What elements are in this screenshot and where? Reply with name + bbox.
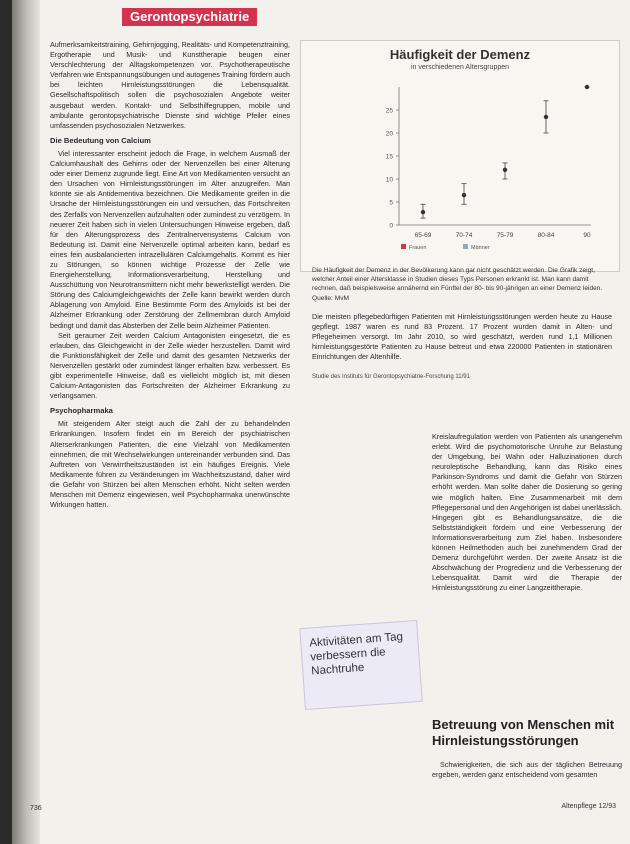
callout-line-3: Nachtruhe	[310, 661, 365, 678]
statistics-source: Studie des Instituts für Gerontopsychiatrie-Forschung 11/91	[312, 374, 470, 380]
paragraph-intro: Aufmerksamkeitstraining, Gehirnjogging, Realitäts- und Kompetenztraining, Ergotherapie und Musik- und Kunsttherapie beugen einer Verschlechterung der Alltagskompetenzen vor. Psychotherapeutische Verfahren wie Entspannungsübungen und autogenes Training fördern auch bei leichten Hirnleistungsstörungen die Lebensqualität. Gesellschaftspolitisch sollen die psychosozialen Angebote weiter ausgebaut werden. Kontakt- und Selbsthilfegruppen, mobile und ambulante gerontopsychiatrische Dienste sind wichtige Pfeiler eines umfassenden psychosozialen Netzwerkes.	[50, 40, 290, 130]
x-tick-label: 90	[583, 232, 591, 239]
paragraph-right: Kreislaufregulation werden von Patienten als unangenehm erlebt. Wird die psychomotorische Unruhe zur Belastung der Umgebung, bei Wahn oder Halluzinationen durch neuroleptische Behandlung, kann das Risiko eines Parkinson-Syndroms und damit die Gefahr von Stürzen erhöht werden. Man sollte daher die Dosierung so gering wie möglich halten. Eine Zusammenarbeit mit dem Pflegepersonal und den Angehörigen ist dabei unerlässlich. Hingegen gibt es Behandlungsansätze, die die Selbstständigkeit fördern und eine Verbesserung der Informationsverarbeitung zum Ziel haben. Insbesondere können Heilmethoden auch bei zunehmendem Grad der Demenz durchgeführt werden. Der zweite Ansatz ist die Abschwächung der Progredienz und die Verbesserung der Lebensqualität. Damit wird die Therapie der Hirnleistungsstörung zu einer Langzeittherapie.	[432, 432, 622, 593]
paragraph-calcium-1: Viel interessanter erscheint jedoch die Frage, in welchem Ausmaß der Calciumhaushalt des Gehirns oder der Nervenzellen bei einer Alterung oder einer Demenz zugrunde liegt. Eine Art von Medikamenten versucht an den Ursachen von Hirnleistungsstörungen im Alter anzugreifen. Man könnte sie als Antidementiva bezeichnen. Die Medikamente greifen in die Ursache der Hirnleistungsstörungen ein und versuchen, das Fortschreiten des Zerfalls von Nervenzellen aufzuhalten oder zumindest zu verzögern. In neuerer Zeit haben sich in vielen Untersuchungen Hinweise ergeben, daß für den Alterungsprozess des Zentralnervensystems Calcium von Bedeutung ist. Damit eine Nervenzelle optimal arbeiten kann, bedarf es eines fein ausbalancierten intrazellulären Calciumgehalts. Kommt es hier zu Störungen, so können wichtige Prozesse der Zelle wie Energieherstellung, Informationsverarbeitung, Herstellung und Ausschüttung von Neurotransmittern nicht mehr bewerkstelligt werden. Die Störung des Calciumgleichgewichts der Zelle kann bewirkt werden durch Ablagerung von Amyloid. Eine Bestimmte Form des Amyloids ist bei der Alzheimer Erkrankung oder Zerstörung der Zellmembran durch Amyloid bedingt und damit das Absterben der Zelle beim Alzheimer Patienten.	[50, 148, 290, 330]
data-point	[585, 85, 589, 89]
care-statistics-text: Die meisten pflegebedürftigen Patienten mit Hirnleistungsstörungen werden heute zu Hause gepflegt. 1987 waren es rund 83 Prozent. 17 Prozent wurden damit in Alten- und Pflegeheimen versorgt. Im Jahr 2010, so wird geschätzt, werden rund 1,1 Millionen hirnleistungsgestörte Patienten zu Hause betreut und etwa 220000 Patienten in stationären Einrichtungen der Altenhilfe.	[312, 312, 612, 362]
chart-box	[300, 40, 620, 272]
y-tick-label: 25	[385, 107, 393, 115]
y-tick-label: 10	[385, 176, 393, 184]
paragraph-psychopharmaka: Mit steigendem Alter steigt auch die Zahl der zu behandelnden Erkrankungen. Insofern findet ein im Bereich der psychiatrischen Alterserkrankungen Patienten, die eine Vielzahl von Medikamenten einnehmen, die mit Wechselwirkungen untereinander verbunden sind. Das Auftreten von Verwirrtheitszuständen ist ein häufiges Ereignis. Viele Medikamente führen zu Veränderungen im Wachheitszustand, daher wird die Gefahr von Stürzen bei alten Menschen erhöht. Nicht selten werden Menschen mit Demenz eingewiesen, weil Psychopharmaka unerwünschte Wirkungen hatten.	[50, 419, 290, 510]
x-tick-label: 80-84	[537, 232, 555, 239]
page-number: 736	[30, 805, 42, 812]
y-tick-label: 0	[389, 222, 393, 230]
y-tick-label: 5	[389, 199, 393, 207]
callout-box	[299, 620, 422, 710]
data-point	[544, 115, 548, 119]
heading-care-line-2: Hirnleistungsstörungen	[432, 733, 579, 748]
y-tick-label: 20	[385, 130, 393, 138]
chart-subtitle: in verschiedenen Altersgruppen	[410, 64, 510, 71]
section-header: Gerontopsychiatrie	[122, 8, 257, 26]
data-point	[421, 210, 425, 214]
callout-line-1: Aktivitäten am Tag	[308, 631, 404, 650]
x-tick-label: 65-69	[414, 232, 432, 239]
page	[12, 0, 630, 844]
chart-caption: Die Häufigkeit der Demenz in der Bevölkerung kann gar nicht geschätzt werden. Die Grafik zeigt, welcher Anteil einer Altersklasse in Studien dieses Typs Personen erkrankt ist. Man kann damit rechnen, daß beispielsweise annähernd ein Fünftel der 80- bis 90-jährigen an einer Demenz leiden. Quelle: MvM	[312, 267, 603, 302]
x-tick-label: 70-74	[455, 232, 473, 239]
bottom-text	[432, 760, 622, 780]
x-tick-label: 75-79	[496, 232, 514, 239]
data-point	[462, 193, 466, 197]
legend-label-right: Männer	[471, 245, 490, 251]
callout-line-2: verbessern die	[309, 646, 387, 664]
legend-swatch-right	[463, 244, 468, 249]
heading-calcium: Die Bedeutung von Calcium	[50, 135, 151, 145]
book-spine	[12, 0, 40, 844]
heading-psychopharmaka: Psychopharmaka	[50, 406, 113, 416]
chart-title: Häufigkeit der Demenz	[389, 47, 531, 62]
journal-name: Altenpflege 12/93	[561, 803, 616, 810]
right-column	[432, 432, 622, 594]
legend-label-left: Frauen	[409, 245, 427, 251]
section-heading-care	[432, 717, 622, 749]
paragraph-calcium-2: Seit geraumer Zeit werden Calcium Antagonisten eingesetzt, die es erlauben, das Gleichgewicht in der Zelle wieder herzustellen. Damit wird die Funktionsfähigkeit der Zelle und damit des gesamten Netzwerks der Nervenzellen gestärkt oder zumindest länger erhalten bzw. verbessert. Es gibt experimentelle Hinweise, daß es vielleicht möglich ist, mit diesen Calcium-Antagonisten das Fortschreiten der Alzheimer Erkrankung zu verlangsamen.	[50, 330, 290, 401]
heading-care-line-1: Betreuung von Menschen mit	[432, 717, 615, 732]
paragraph-bottom: Schwierigkeiten, die sich aus der täglichen Betreuung ergeben, werden ganz entscheidend vom gesamten	[432, 760, 622, 780]
dementia-chart	[301, 75, 619, 275]
y-tick-label: 15	[385, 153, 393, 161]
data-point	[503, 168, 507, 172]
legend-swatch-left	[401, 244, 406, 249]
left-column	[50, 40, 290, 510]
